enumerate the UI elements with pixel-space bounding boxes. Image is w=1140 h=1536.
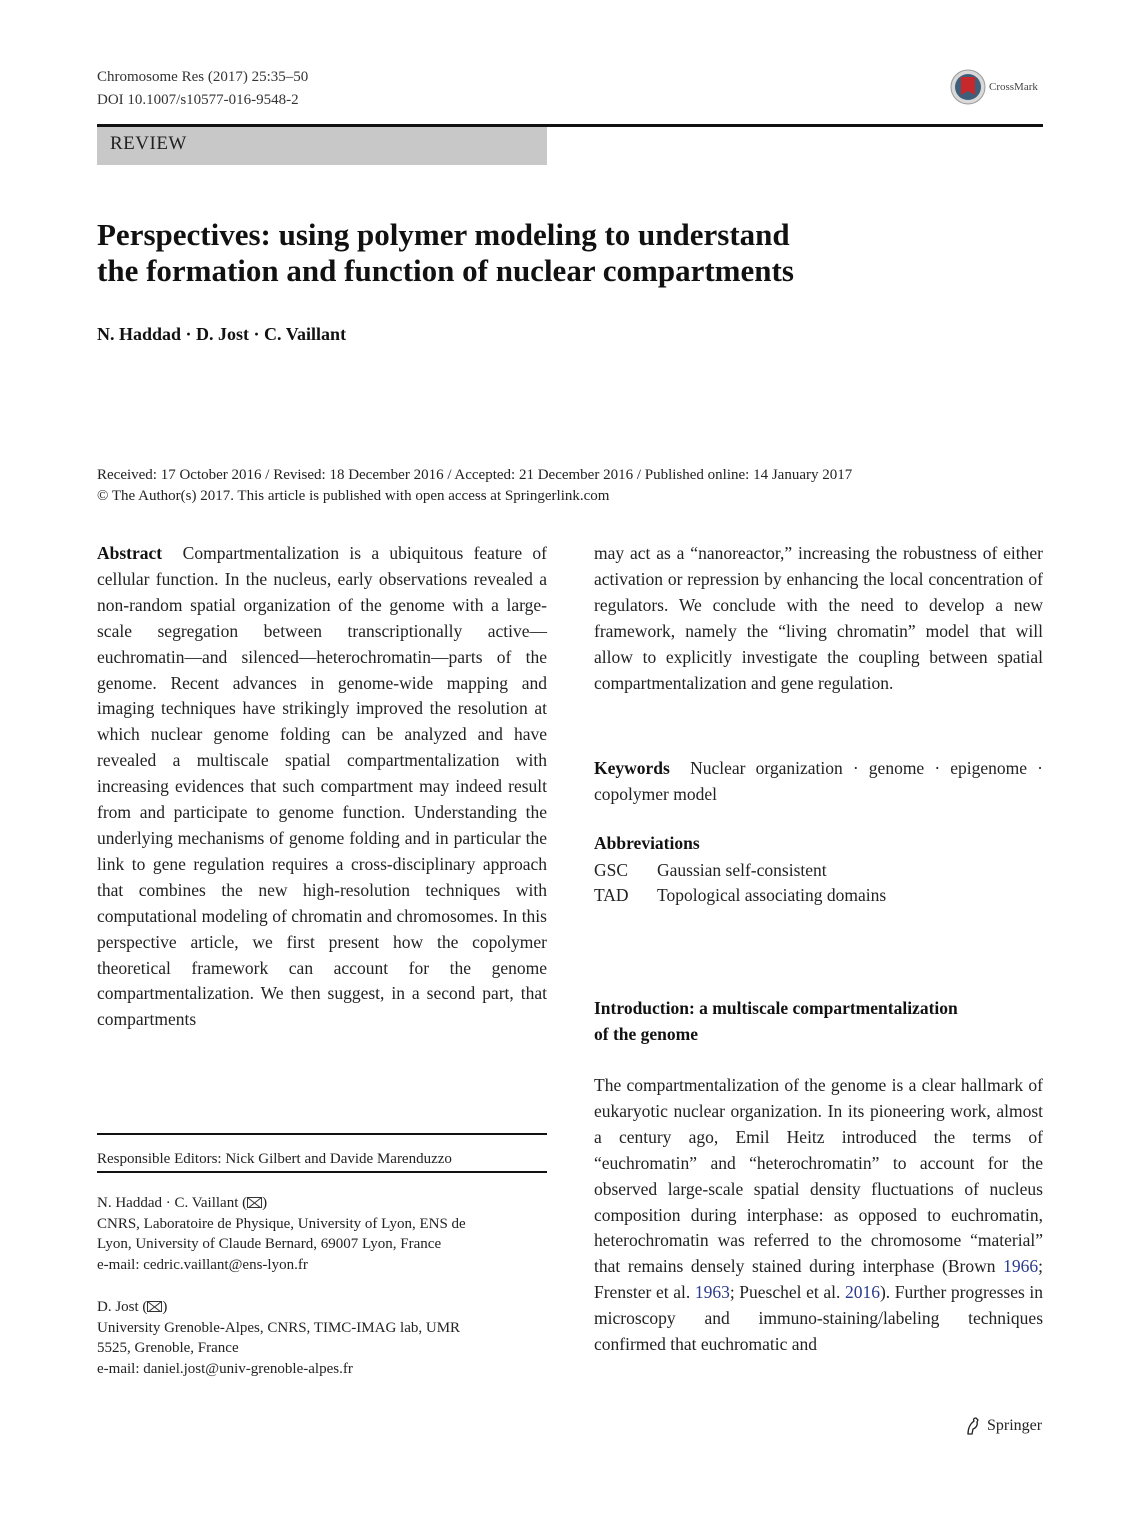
envelope-icon[interactable] [247, 1197, 262, 1208]
affiliation-names: N. Haddad · C. Vaillant ( [97, 1195, 248, 1211]
copyright-line [97, 486, 852, 507]
intro-text: The compartmentalization of the genome is a clear hallmark of eukaryotic nuclear organization. In its pioneering work, almost a century ago, Emil Heitz introduced the terms of “euchromatin” and “heterochromatin” to account for the observed large-scale spatial density fluctuations of nucleus composition during interphase: as opposed to euchromatin, heterochromatin was referred to the chromosome “material” that remains densely stained during interphase (Brown [594, 1075, 1043, 1277]
journal-line: Chromosome Res (2017) 25:35–50 [97, 69, 309, 85]
affiliation-names: D. Jost ( [97, 1299, 148, 1315]
affiliation-email[interactable]: e-mail: cedric.vaillant@ens-lyon.fr [97, 1257, 308, 1274]
abstract-label: Abstract [97, 543, 163, 563]
envelope-icon[interactable] [147, 1301, 162, 1312]
affiliation-authors [97, 1193, 547, 1214]
abbreviation-definition: Topological associating domains [657, 885, 887, 905]
abbreviation-term: TAD [594, 885, 629, 905]
keywords-text: Nuclear organization · genome · epigenome · copolymer model [594, 758, 1044, 804]
affiliation-line: Lyon, University of Claude Bernard, 69007 Lyon, France [97, 1236, 442, 1253]
copyright-icon: © [97, 488, 109, 504]
crossmark-label: CrossMark [989, 81, 1038, 93]
abbreviation-definition: Gaussian self-consistent [657, 860, 827, 880]
abstract-text-right: may act as a “nanoreactor,” increasing the robustness of either activation or repression by enhancing the local concentration of regulators. We conclude with the need to develop a new framework, namely the “living chromatin” model that will allow to explicitly investigate the coupling between spatial compartmentalization and gene regulation. [594, 543, 1043, 693]
affiliation-line: 5525, Grenoble, France [97, 1340, 239, 1357]
abbreviation-item [594, 883, 886, 908]
abbreviation-item [594, 858, 827, 883]
citation-link[interactable]: 1966 [1003, 1256, 1039, 1277]
abstract-right [594, 541, 1043, 696]
footnote-rule [97, 1133, 547, 1135]
responsible-editors: Responsible Editors: Nick Gilbert and Davide Marenduzzo [97, 1151, 452, 1167]
article-title [97, 217, 997, 289]
affiliation-email[interactable]: e-mail: daniel.jost@univ-grenoble-alpes.fr [97, 1361, 353, 1378]
affiliation-paren: ) [262, 1195, 268, 1211]
article-history [97, 465, 852, 507]
citation-link[interactable]: 2016 [844, 1282, 880, 1303]
abbreviation-term: GSC [594, 860, 629, 880]
intro-text: ; Frenster et al. [594, 1256, 1043, 1303]
intro-text: ; Pueschel et al. [729, 1282, 845, 1303]
publisher-name: Springer [987, 1417, 1043, 1434]
author-list: N. Haddad · D. Jost · C. Vaillant [97, 324, 347, 344]
journal-citation [97, 66, 308, 112]
springer-horse-icon [963, 1416, 983, 1436]
title-line-1: Perspectives: using polymer modeling to understand [97, 217, 790, 252]
doi-line[interactable]: DOI 10.1007/s10577-016-9548-2 [97, 92, 299, 108]
introduction-body [594, 1073, 1043, 1358]
affiliation-line: CNRS, Laboratoire de Physique, University of Lyon, ENS de [97, 1215, 466, 1232]
affiliation-1 [97, 1193, 547, 1276]
introduction-heading [594, 995, 1043, 1047]
abstract-left [97, 541, 547, 1033]
title-line-2: the formation and function of nuclear compartments [97, 253, 794, 288]
affiliation-paren: ) [162, 1299, 168, 1315]
keywords-label: Keywords [594, 758, 670, 778]
article-type-label: REVIEW [110, 133, 187, 154]
copyright-text: The Author(s) 2017. This article is published with open access at Springerlink.com [111, 488, 610, 504]
crossmark-badge[interactable] [950, 69, 1038, 105]
publisher-logo [963, 1416, 1042, 1436]
abbreviations-heading: Abbreviations [594, 833, 700, 853]
history-dates: Received: 17 October 2016 / Revised: 18 December 2016 / Accepted: 21 December 2016 / Published online: 14 January 2017 [97, 467, 853, 483]
keywords [594, 755, 1043, 807]
citation-link[interactable]: 1963 [694, 1282, 730, 1303]
affiliation-line: University Grenoble-Alpes, CNRS, TIMC-IMAG lab, UMR [97, 1319, 461, 1336]
footnote-rule [97, 1171, 547, 1173]
affiliation-authors [97, 1297, 547, 1318]
affiliation-2 [97, 1297, 547, 1380]
article-type-band [97, 127, 547, 165]
abstract-text-left: Compartmentalization is a ubiquitous feature of cellular function. In the nucleus, early observations revealed a non-random spatial organization of the genome with a large-scale segregation between transcriptionally active—euchromatin—and silenced—heterochromatin—parts of the genome. Recent advances in genome-wide mapping and imaging techniques have strikingly improved the resolution at which nuclear genome folding can be analyzed and have revealed a multiscale spatial compartmentalization with increasing evidences that such compartment may indeed result from and participate to genome function. Understanding the underlying mechanisms of genome folding and in particular the link to gene regulation requires a cross-disciplinary approach that combines the new high-resolution techniques with computational modeling of chromatin and chromosomes. In this perspective article, we first present how the copolymer theoretical framework can account for the genome compartmentalization. We then suggest, in a second part, that compartments [97, 543, 547, 1030]
crossmark-icon [950, 69, 986, 105]
intro-heading-line-1: Introduction: a multiscale compartmentalization [594, 998, 958, 1018]
intro-heading-line-2: of the genome [594, 1024, 699, 1044]
intro-text: ). Further progresses in microscopy and immuno-staining/labeling techniques confirmed that euchromatic and [594, 1282, 1044, 1355]
